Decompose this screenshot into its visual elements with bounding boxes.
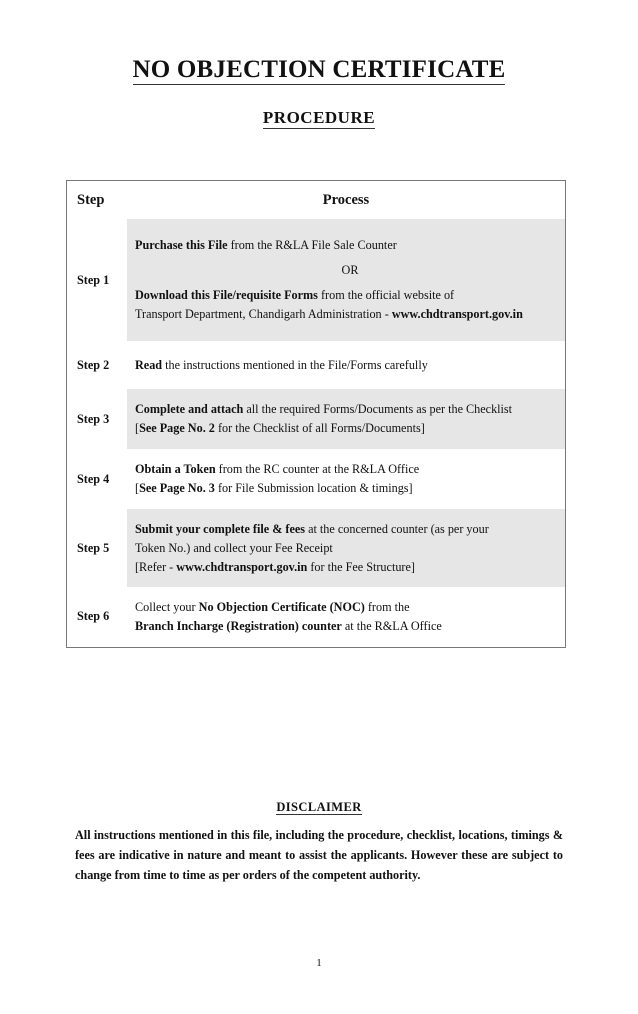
step-label: Step 4 bbox=[67, 449, 128, 509]
step-label: Step 2 bbox=[67, 341, 128, 389]
process-emphasis: Download this File/requisite Forms bbox=[135, 288, 318, 302]
step-process bbox=[127, 341, 566, 389]
step-label: Step 3 bbox=[67, 389, 128, 449]
process-text: [ bbox=[135, 481, 140, 495]
process-emphasis: Branch Incharge (Registration) counter bbox=[135, 618, 342, 633]
process-line bbox=[135, 419, 565, 438]
step-label: Step 5 bbox=[67, 509, 128, 587]
process-column-header: Process bbox=[127, 181, 566, 220]
process-text: from the official website of bbox=[317, 288, 455, 302]
process-text: the instructions mentioned in the File/Forms carefully bbox=[162, 357, 428, 372]
process-text: from the RC counter at the R&LA Office bbox=[215, 462, 420, 476]
process-emphasis: www.chdtransport.gov.in bbox=[176, 559, 308, 574]
process-text: [ bbox=[135, 421, 140, 435]
or-separator: OR bbox=[341, 263, 359, 277]
process-text: at the R&LA Office bbox=[341, 618, 442, 633]
table-row bbox=[67, 587, 566, 647]
page-subtitle bbox=[0, 108, 638, 128]
step-process bbox=[127, 389, 566, 449]
page-number: 1 bbox=[316, 957, 322, 969]
disclaimer-text: All instructions mentioned in this file, including the procedure, checklist, locations, timings & fees are indicative in nature and meant to assist the applicants. However these are subject to change from time to time as per orders of the competent authority. bbox=[75, 828, 563, 882]
process-emphasis: No Objection Certificate (NOC) bbox=[198, 599, 365, 614]
title-text: NO OBJECTION CERTIFICATE bbox=[132, 56, 506, 83]
disclaimer-title-text: DISCLAIMER bbox=[276, 800, 362, 814]
procedure-table bbox=[66, 180, 566, 648]
process-text: Transport Department, Chandigarh Administration - bbox=[135, 307, 392, 321]
table-row bbox=[67, 389, 566, 449]
table-row bbox=[67, 219, 566, 341]
process-text: Collect your bbox=[135, 599, 199, 614]
process-text: from the bbox=[364, 599, 410, 614]
step-label: Step 6 bbox=[67, 587, 128, 647]
step-process bbox=[127, 587, 566, 647]
process-emphasis: Obtain a Token bbox=[135, 462, 216, 476]
procedure-rows bbox=[67, 219, 566, 647]
process-line bbox=[135, 520, 565, 539]
process-text: for File Submission location & timings] bbox=[214, 481, 413, 495]
table-header-row bbox=[67, 181, 566, 220]
process-line bbox=[135, 460, 565, 479]
process-text: all the required Forms/Documents as per the Checklist bbox=[243, 402, 513, 416]
process-line bbox=[135, 356, 565, 375]
process-line bbox=[135, 236, 565, 255]
table-row bbox=[67, 449, 566, 509]
process-text: Token No.) and collect your Fee Receipt bbox=[135, 540, 333, 555]
table-row bbox=[67, 509, 566, 587]
process-line bbox=[135, 598, 565, 617]
process-emphasis: Read bbox=[135, 357, 163, 372]
process-line bbox=[135, 400, 565, 419]
process-emphasis: Purchase this File bbox=[135, 238, 228, 252]
page-title bbox=[0, 56, 638, 84]
process-line bbox=[135, 558, 565, 577]
disclaimer-title bbox=[0, 800, 638, 815]
process-emphasis: Submit your complete file & fees bbox=[135, 521, 306, 536]
process-text: for the Checklist of all Forms/Documents] bbox=[214, 421, 425, 435]
process-text: for the Fee Structure] bbox=[307, 559, 415, 574]
process-emphasis: www.chdtransport.gov.in bbox=[391, 307, 523, 321]
process-text: [Refer - bbox=[135, 559, 177, 574]
process-emphasis: See Page No. 3 bbox=[139, 481, 215, 495]
step-process bbox=[127, 449, 566, 509]
process-line bbox=[135, 479, 565, 498]
step-column-header: Step bbox=[67, 181, 128, 220]
process-line bbox=[135, 305, 565, 324]
step-label: Step 1 bbox=[67, 219, 128, 341]
step-process bbox=[127, 509, 566, 587]
subtitle-text: PROCEDURE bbox=[262, 108, 376, 127]
process-text: at the concerned counter (as per your bbox=[305, 521, 489, 536]
process-emphasis: Complete and attach bbox=[135, 402, 244, 416]
process-text: from the R&LA File Sale Counter bbox=[227, 238, 397, 252]
process-line bbox=[135, 617, 565, 636]
process-line bbox=[135, 539, 565, 558]
process-line bbox=[135, 286, 565, 305]
process-emphasis: See Page No. 2 bbox=[139, 421, 215, 435]
step-process bbox=[127, 219, 566, 341]
table-row bbox=[67, 341, 566, 389]
